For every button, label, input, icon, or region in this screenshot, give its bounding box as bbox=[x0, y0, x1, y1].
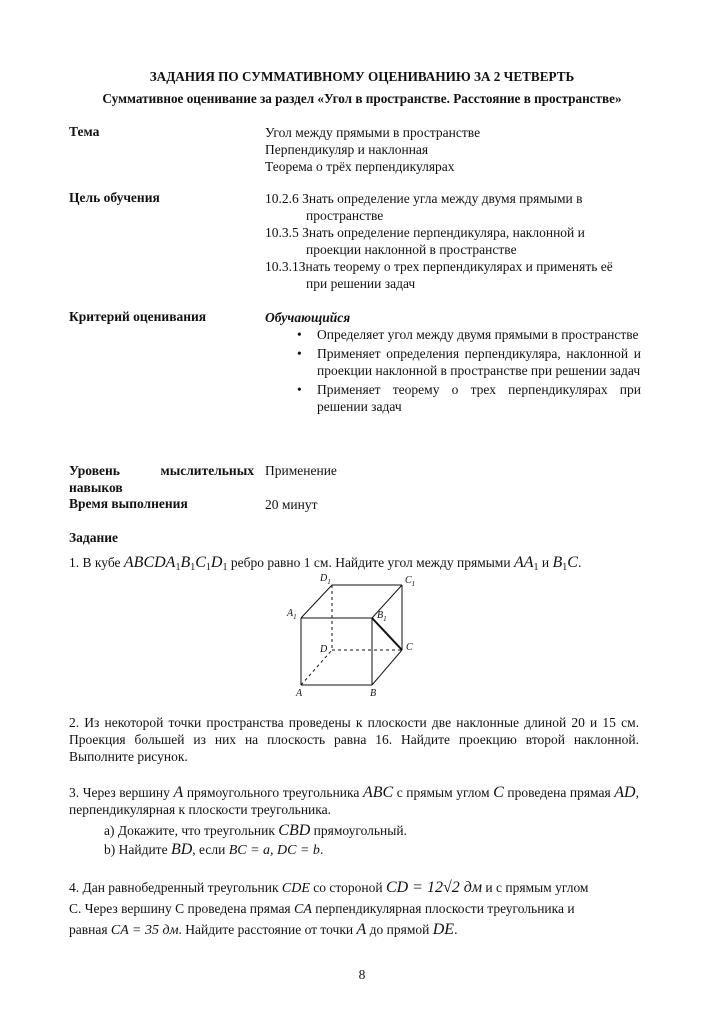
tasks-heading: Задание bbox=[69, 530, 119, 545]
task-3b: b) Найдите BD, если BC = a, DC = b. bbox=[104, 841, 324, 858]
level-label: Уровень мыслительных навыков bbox=[69, 463, 254, 495]
goal-line: проекции наклонной в пространстве bbox=[306, 242, 517, 257]
document-subtitle: Суммативное оценивание за раздел «Угол в пространстве. Расстояние в пространстве» bbox=[102, 91, 622, 106]
task-1: 1. В кубе $ABCDA_1B_1C_1D_1$ ребро равно 1 см. Найдите угол между прямыми $AA_1$ и $B_1C$. bbox=[69, 554, 582, 573]
topic-item: Перпендикуляр и наклонная bbox=[265, 142, 429, 157]
level-value: Применение bbox=[265, 463, 337, 478]
criteria-head: Обучающийся bbox=[265, 310, 351, 325]
goal-line: 10.3.5 Знать определение перпендикуляра, наклонной и bbox=[265, 225, 585, 240]
cube-figure bbox=[280, 570, 430, 698]
goal-label: Цель обучения bbox=[69, 190, 160, 205]
page-number: 8 bbox=[358, 967, 366, 982]
goal-line: 10.2.6 Знать определение угла между двумя прямыми в bbox=[265, 191, 583, 206]
math-line-b1c: $B_1C$ bbox=[552, 554, 578, 573]
bullet-icon: • bbox=[297, 327, 302, 342]
label-b1: $B_1$ bbox=[377, 610, 387, 623]
task-3a: a) Докажите, что треугольник CBD прямоугольный. bbox=[104, 822, 407, 839]
goal-line: 10.3.1Знать теорему о трех перпендикулярах и применять её bbox=[265, 259, 613, 274]
math-cube-name: $ABCDA_1B_1C_1D_1$ bbox=[123, 554, 228, 573]
criteria-item: • Применяет теорему о трех перпендикулярах при решении задач bbox=[285, 381, 641, 415]
criteria-label: Критерий оценивания bbox=[69, 309, 207, 324]
topic-label: Тема bbox=[69, 124, 100, 139]
topic-list bbox=[265, 124, 641, 175]
label-c1: $C_1$ bbox=[405, 575, 416, 588]
document-title: ЗАДАНИЯ ПО СУММАТИВНОМУ ОЦЕНИВАНИЮ ЗА 2 ЧЕТВЕРТЬ bbox=[149, 69, 575, 84]
task-3: 3. Через вершину A прямоугольного треугольника ABC с прямым углом C проведена прямая AD, перпендикулярная к плоскости треугольника. bbox=[69, 784, 639, 817]
criteria-block bbox=[265, 309, 641, 415]
label-d: D bbox=[320, 644, 328, 655]
criteria-item: • Применяет определения перпендикуляра, наклонной и проекции наклонной в пространстве при решении задач bbox=[285, 345, 641, 379]
label-b: B bbox=[370, 688, 377, 698]
math-line-aa1: $AA_1$ bbox=[513, 554, 539, 573]
bullet-icon: • bbox=[297, 346, 302, 361]
goal-line: при решении задач bbox=[306, 276, 416, 291]
time-value: 20 минут bbox=[265, 497, 318, 512]
goal-line: пространстве bbox=[306, 208, 384, 223]
label-a1: $A_1$ bbox=[287, 608, 297, 621]
label-a: A bbox=[296, 688, 303, 698]
bullet-icon: • bbox=[297, 382, 302, 397]
task-2: 2. Из некоторой точки пространства проведены к плоскости две наклонные длиной 20 и 15 см. Проекция большей из них на плоскость равна 16. Найдите проекцию второй наклонной. Выполните рисунок. bbox=[69, 715, 639, 764]
topic-item: Угол между прямыми в пространстве bbox=[265, 125, 481, 140]
criteria-item: • Определяет угол между двумя прямыми в пространстве bbox=[285, 326, 641, 343]
time-label: Время выполнения bbox=[69, 496, 188, 511]
topic-item: Теорема о трёх перпендикулярах bbox=[265, 159, 455, 174]
label-c: C bbox=[406, 642, 413, 653]
goal-list bbox=[265, 190, 641, 292]
label-d1: $D_1$ bbox=[320, 573, 331, 586]
task-4: 4. Дан равнобедренный треугольник CDE со стороной CD = 12√2 дм и с прямым углом С. Через вершину С проведена прямая CA перпендикулярная плоскости треугольника и равная CA = 35 дм. Найдите расстояние от точки A до прямой DE. bbox=[69, 879, 589, 938]
